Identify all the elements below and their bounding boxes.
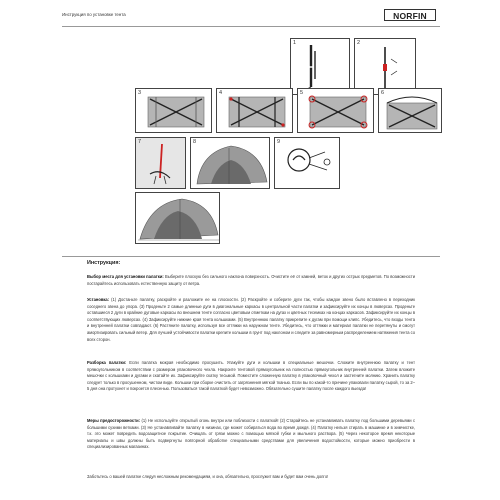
section-site-selection xyxy=(87,274,415,287)
figure-number: 7 xyxy=(138,139,142,145)
figure-9 xyxy=(274,137,340,189)
figure-number: 8 xyxy=(193,139,197,145)
section-text: Выберите плоскую без сильного наклона поверхность. Очистите её от камней, веток и других острых предметов. По возможности постарайтесь использовать естественную защиту от ветра. xyxy=(87,274,415,286)
tent-laid-out-illustration xyxy=(136,89,212,133)
section-text: (1) Достаньте палатку, раскройте и разложите ее на плоскости. (2) Раскройте и соберите дуги так, чтобы каждое звено было вставлено в переходник соседнего звена до упора. (3) Проденьте 2 самые длинные дуги в диагональные каркасы в центральной части палатки и зафиксируйте их концы в люверсах. Проденьте оставшиеся 2 дуги в крайние дуговые каркасы во внешнем тенте согласно цветовым отметкам на дугах и цветных тесемках на концах каркасов. Зафиксируйте их концы в соответствующих люверсах. (4) Зафиксируйте нижние края тента кольшками. (5) Внутреннюю палатку прикрепите к дугам при помощи клипс. Убедитесь, что входы тента и внутренней палатки совпадают. (6) Растяните палатку, используя все оттяжки на наружном тенте. Убедитесь, что оттяжки и материал палатки не перетянуты и смогут амортизировать сильный ветер. Для лучшей устойчивости палатки крепите кольшки в грунт под наклоном и следите за равномерным распределением натяжения тента со всех сторон. xyxy=(87,297,416,342)
section-disassembly xyxy=(87,360,415,393)
figure-3 xyxy=(135,88,212,133)
poles-inserted-illustration xyxy=(217,89,293,133)
figure-number: 4 xyxy=(219,90,223,96)
section-precautions xyxy=(87,418,415,451)
figure-5 xyxy=(297,88,374,133)
instructions-heading: Инструкция: xyxy=(87,260,121,266)
figure-number: 6 xyxy=(381,90,385,96)
tent-with-arches-illustration xyxy=(379,89,442,133)
clip-detail-illustration xyxy=(275,138,340,189)
pole-ends-illustration xyxy=(298,89,374,133)
figure-8 xyxy=(190,137,270,189)
figure-4 xyxy=(216,88,293,133)
section-label: Разборка палатки: xyxy=(87,360,127,365)
document-title: Инструкция по установке тента xyxy=(62,12,126,17)
header-divider xyxy=(62,26,440,27)
section-label: Выбор места для установки палатки: xyxy=(87,274,164,279)
peg-detail-illustration xyxy=(136,138,186,189)
section-setup xyxy=(87,297,415,343)
figure-7 xyxy=(135,137,186,189)
figure-number: 3 xyxy=(138,90,142,96)
pole-sections-illustration xyxy=(291,39,350,95)
assembled-tent-illustration xyxy=(191,138,270,189)
figure-2 xyxy=(354,38,416,95)
figure-number: 1 xyxy=(293,40,297,46)
closing-note: Заботьтесь о вашей палатке следуя несложным рекомендациям, и она, обязательно, прослужит вам и будет вам очень долго! xyxy=(87,474,329,479)
brand-logo: NORFIN xyxy=(384,9,436,21)
figure-number: 9 xyxy=(277,139,281,145)
figure-6 xyxy=(378,88,442,133)
figure-1 xyxy=(290,38,350,95)
figure-number: 2 xyxy=(357,40,361,46)
section-text: (1) Не используйте открытый огонь внутри или поблизости с палаткой! (2) Старайтесь не устанавливать палатку под большими деревьями с большими сухими ветками. (3) Не устанавливайте палатку в низинах, где может собираться вода во время дождя. (4) Палатку нельзя стирать в машинке и в химчистке, т.к. это может повредить водозащитное покрытие. Очищать от грязи можно с помощью мягкой губки и мыльного раствора. (5) Через некоторое время некоторые материалы и швы должны быть подвергнуты повторной обработке специальными средствами для увеличения водостойкости, которые можно приобрести в специализированных магазинах. xyxy=(87,418,416,450)
tent-side-view-illustration xyxy=(136,193,220,244)
figure-large-tent xyxy=(135,192,220,244)
figure-number: 5 xyxy=(300,90,304,96)
pole-joint-illustration xyxy=(355,39,416,95)
section-label: Меры предосторожности: xyxy=(87,418,141,423)
instructions-divider xyxy=(62,256,440,257)
section-text: Если палатка мокрая необходимо просушить. Упакуйте дуги и колышки в специальные мешочки. Сложите внутреннюю палатку и тент прямоугольником в соответствии с размером упаковочного чехла. Накроите тентовой прямоугольник на полностью прямоугольник внутренней палатки. Затем вложите мешочки с кольшками и дугами и скатайте их. Зафиксируйте скатку тесьмой. Поместите сложенную палатку в упаковочный чехол и застегните молнию. Хранить палатку следует только в просушенном, чистом виде. Кольшки при сборке очистить от загрязнения мягкой тканью. Если вы по какой-то причине упаковали палатку сырой, то за 2–5 дня она протухнет и покроется плесенью. Пользоваться такой палаткой будет невозможно. Обязательно сушите палатку после каждого выезда! xyxy=(87,360,415,392)
section-label: Установка: xyxy=(87,297,110,302)
